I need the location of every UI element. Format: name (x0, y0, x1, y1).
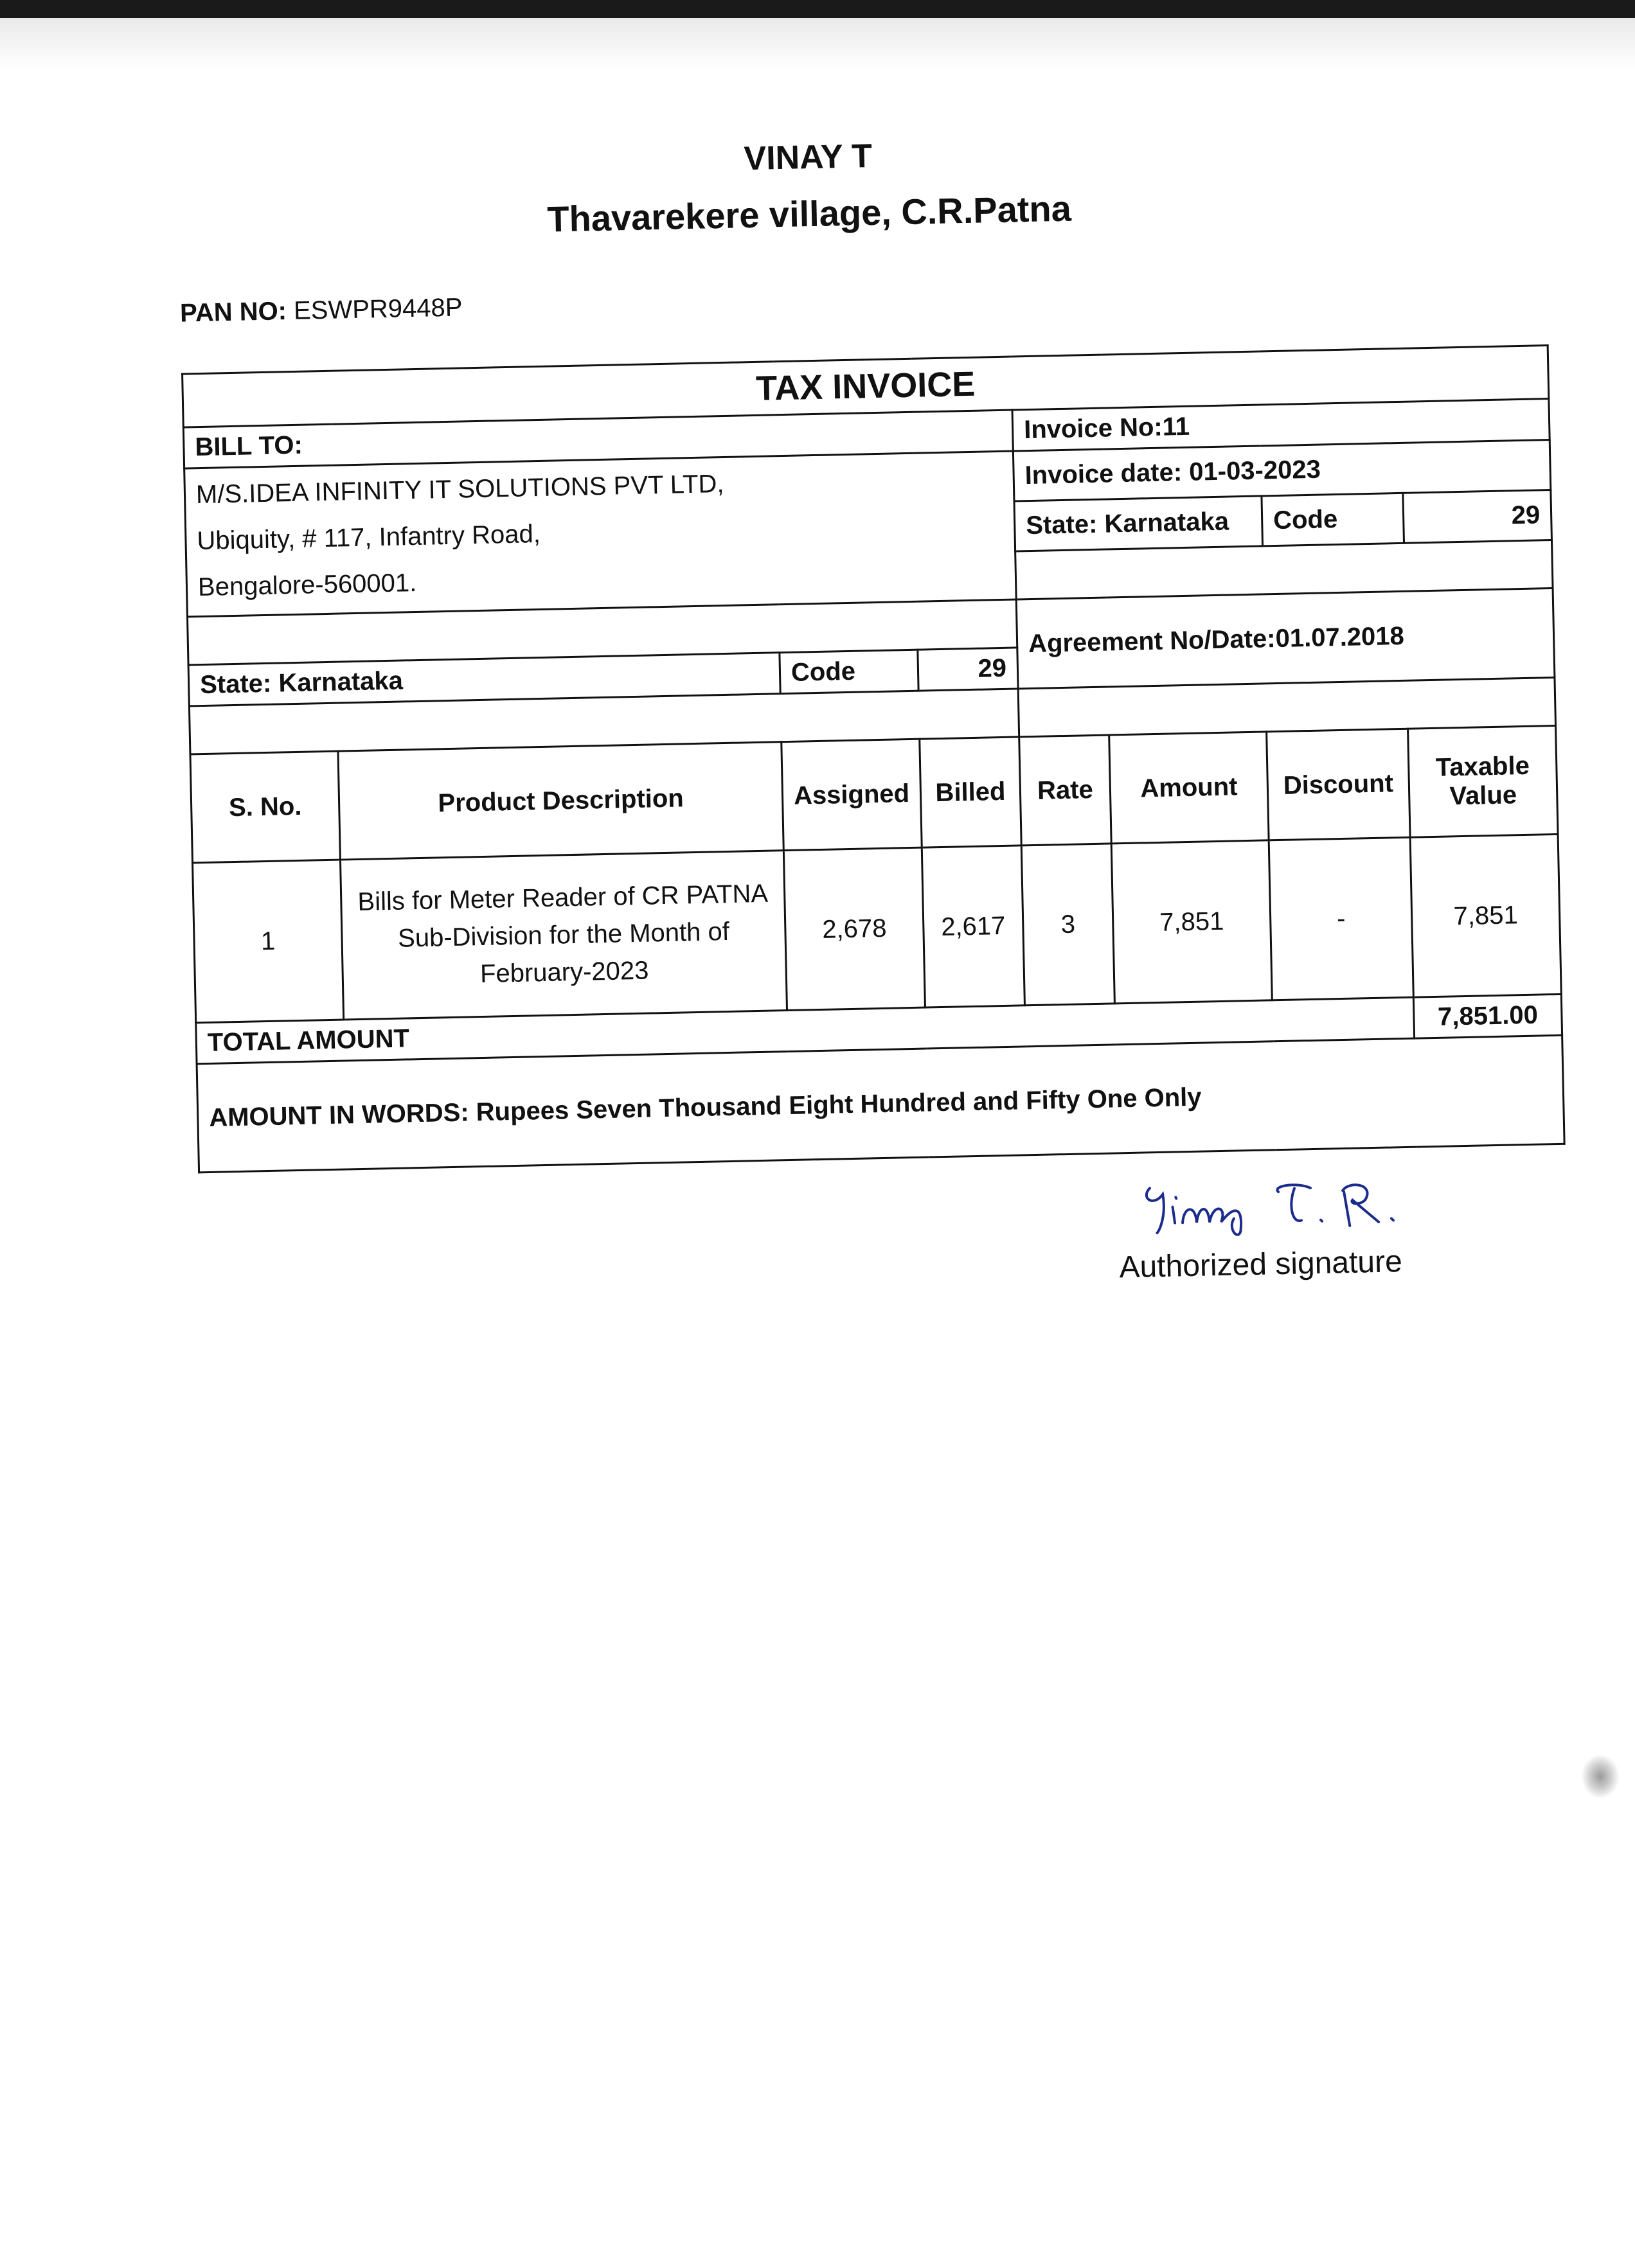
col-header-description: Product Description (338, 742, 783, 860)
cell-billed: 2,617 (922, 846, 1024, 1007)
pan-label: PAN NO: (179, 297, 287, 328)
seller-code-label: Code (1262, 493, 1404, 546)
bill-to-label: BILL TO: (183, 410, 1013, 468)
address-line-2: Ubiquity, # 117, Infantry Road, (197, 519, 541, 556)
address-line-1: M/S.IDEA INFINITY IT SOLUTIONS PVT LTD, (195, 469, 724, 509)
buyer-code-value: 29 (918, 648, 1018, 691)
col-header-taxable-value: Taxable Value (1408, 725, 1559, 837)
address-line-3: Bengalore-560001. (197, 569, 417, 602)
seller-code-value: 29 (1403, 490, 1552, 544)
total-amount-label: TOTAL AMOUNT (196, 997, 1415, 1064)
col-header-amount: Amount (1109, 732, 1269, 844)
invoice-table (181, 344, 1566, 1173)
pan-value: ESWPR9448P (293, 293, 463, 325)
col-header-assigned: Assigned (782, 739, 922, 850)
invoice-title: TAX INVOICE (183, 346, 1549, 427)
cell-amount: 7,851 (1111, 840, 1272, 1004)
cell-discount: - (1269, 837, 1413, 1000)
cell-description: Bills for Meter Reader of CR PATNA Sub-Division for the Month of February-2023 (340, 851, 787, 1020)
table-row (193, 834, 1562, 1022)
col-header-discount: Discount (1267, 729, 1410, 840)
buyer-code-label: Code (780, 650, 918, 693)
cell-assigned: 2,678 (783, 847, 925, 1010)
seller-state: State: Karnataka (1014, 496, 1263, 551)
col-header-rate: Rate (1019, 735, 1112, 846)
total-amount-value: 7,851.00 (1413, 994, 1562, 1038)
col-header-sno: S. No. (190, 751, 340, 863)
handwritten-signature (1136, 1162, 1472, 1240)
issuer-address: Thavarekere village, C.R.Patna (546, 188, 1072, 240)
scan-speck (1581, 1754, 1620, 1799)
amount-in-words: AMOUNT IN WORDS: Rupees Seven Thousand Eight Hundred and Fifty One Only (197, 1035, 1564, 1172)
agreement-info: Agreement No/Date:01.07.2018 (1016, 588, 1555, 688)
bill-to-address (184, 451, 1017, 617)
cell-sno: 1 (193, 860, 344, 1023)
buyer-state: State: Karnataka (188, 653, 780, 706)
cell-taxable-value: 7,851 (1410, 834, 1561, 997)
cell-rate: 3 (1021, 844, 1114, 1006)
col-header-billed: Billed (920, 737, 1022, 847)
invoice-date: Invoice date: 01-03-2023 (1013, 440, 1550, 501)
pan-number (180, 293, 463, 328)
authorized-signature-label: Authorized signature (1118, 1245, 1403, 1285)
invoice-number: Invoice No:11 (1012, 399, 1550, 451)
issuer-name: VINAY T (743, 137, 873, 178)
